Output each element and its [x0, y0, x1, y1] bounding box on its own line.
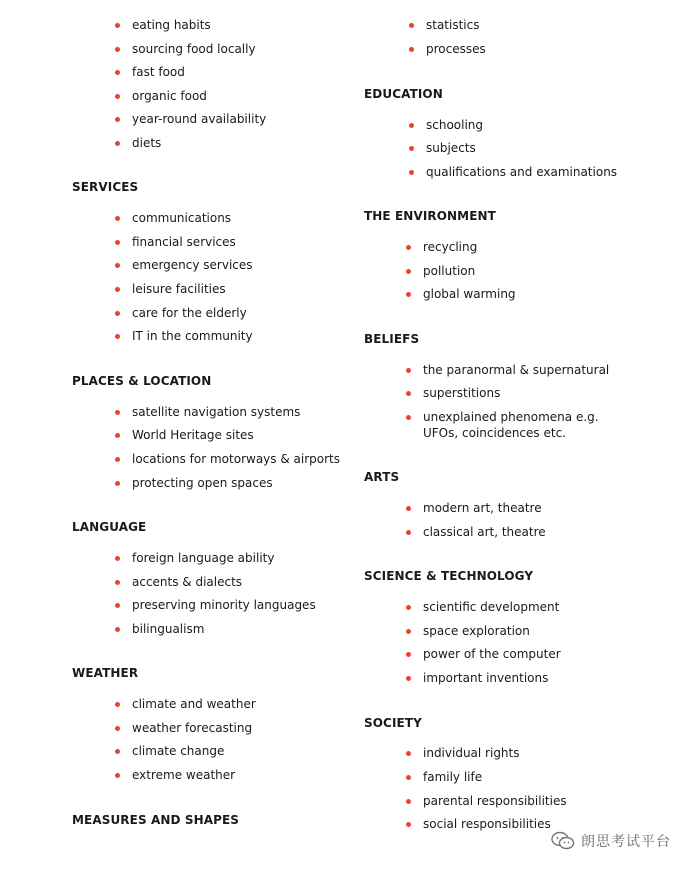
list-item: year-round availability: [132, 111, 266, 127]
section-heading-services: SERVICES: [72, 180, 139, 194]
list-item: recycling: [423, 239, 477, 255]
bullet-icon: [115, 627, 120, 632]
bullet-icon: [115, 603, 120, 608]
list-item: classical art, theatre: [423, 524, 546, 540]
bullet-icon: [406, 292, 411, 297]
bullet-icon: [406, 676, 411, 681]
list-item: schooling: [426, 117, 483, 133]
bullet-icon: [406, 368, 411, 373]
list-item: leisure facilities: [132, 281, 226, 297]
list-item: statistics: [426, 17, 480, 33]
list-item: family life: [423, 769, 482, 785]
section-heading-education: EDUCATION: [364, 87, 443, 101]
list-item: subjects: [426, 140, 476, 156]
list-item: social responsibilities: [423, 816, 551, 832]
list-item: superstitions: [423, 385, 500, 401]
list-item: extreme weather: [132, 767, 235, 783]
bullet-icon: [406, 506, 411, 511]
list-item: satellite navigation systems: [132, 404, 300, 420]
bullet-icon: [409, 146, 414, 151]
list-item: the paranormal & supernatural: [423, 362, 609, 378]
bullet-icon: [409, 123, 414, 128]
list-item: protecting open spaces: [132, 475, 273, 491]
list-item: parental responsibilities: [423, 793, 567, 809]
bullet-icon: [406, 652, 411, 657]
list-item: foreign language ability: [132, 550, 274, 566]
list-item: financial services: [132, 234, 236, 250]
bullet-icon: [406, 245, 411, 250]
list-item: weather forecasting: [132, 720, 252, 736]
bullet-icon: [115, 70, 120, 75]
list-item: individual rights: [423, 745, 520, 761]
list-item: locations for motorways & airports: [132, 451, 340, 467]
wechat-icon: [551, 831, 575, 851]
bullet-icon: [115, 556, 120, 561]
section-heading-arts: ARTS: [364, 470, 400, 484]
bullet-icon: [409, 47, 414, 52]
list-item: climate and weather: [132, 696, 256, 712]
bullet-icon: [115, 580, 120, 585]
bullet-icon: [115, 311, 120, 316]
bullet-icon: [115, 287, 120, 292]
list-item: important inventions: [423, 670, 548, 686]
bullet-icon: [115, 726, 120, 731]
list-item: preserving minority languages: [132, 597, 316, 613]
bullet-icon: [115, 117, 120, 122]
section-heading-society: SOCIETY: [364, 716, 422, 730]
bullet-icon: [115, 240, 120, 245]
bullet-icon: [115, 141, 120, 146]
bullet-icon: [409, 170, 414, 175]
list-item: communications: [132, 210, 231, 226]
bullet-icon: [115, 749, 120, 754]
bullet-icon: [115, 334, 120, 339]
bullet-icon: [115, 216, 120, 221]
bullet-icon: [115, 457, 120, 462]
bullet-icon: [115, 23, 120, 28]
bullet-icon: [406, 391, 411, 396]
bullet-icon: [406, 269, 411, 274]
bullet-icon: [406, 415, 411, 420]
bullet-icon: [115, 433, 120, 438]
bullet-icon: [406, 530, 411, 535]
list-item: eating habits: [132, 17, 211, 33]
bullet-icon: [409, 23, 414, 28]
list-item: scientific development: [423, 599, 559, 615]
list-item: modern art, theatre: [423, 500, 542, 516]
bullet-icon: [115, 94, 120, 99]
list-item: bilingualism: [132, 621, 204, 637]
list-item: power of the computer: [423, 646, 561, 662]
list-item: care for the elderly: [132, 305, 247, 321]
list-item: fast food: [132, 64, 185, 80]
bullet-icon: [406, 605, 411, 610]
watermark-text: 朗思考试平台: [581, 834, 671, 850]
watermark: [551, 831, 671, 851]
list-item: qualifications and examinations: [426, 164, 617, 180]
list-item: organic food: [132, 88, 207, 104]
section-heading-weather: WEATHER: [72, 666, 139, 680]
list-item: pollution: [423, 263, 475, 279]
bullet-icon: [406, 775, 411, 780]
bullet-icon: [406, 822, 411, 827]
section-heading-environment: THE ENVIRONMENT: [364, 209, 496, 223]
bullet-icon: [115, 481, 120, 486]
list-item: processes: [426, 41, 486, 57]
bullet-icon: [406, 799, 411, 804]
list-item: space exploration: [423, 623, 530, 639]
list-item: unexplained phenomena e.g. UFOs, coincidences etc.: [423, 409, 603, 441]
list-item: global warming: [423, 286, 516, 302]
list-item: World Heritage sites: [132, 427, 254, 443]
bullet-icon: [406, 629, 411, 634]
section-heading-measures: MEASURES AND SHAPES: [72, 813, 240, 827]
bullet-icon: [115, 702, 120, 707]
list-item: IT in the community: [132, 328, 253, 344]
bullet-icon: [115, 773, 120, 778]
section-heading-beliefs: BELIEFS: [364, 332, 420, 346]
section-heading-language: LANGUAGE: [72, 520, 147, 534]
section-heading-science: SCIENCE & TECHNOLOGY: [364, 569, 534, 583]
bullet-icon: [115, 410, 120, 415]
list-item: emergency services: [132, 257, 253, 273]
list-item: accents & dialects: [132, 574, 242, 590]
list-item: diets: [132, 135, 161, 151]
list-item: climate change: [132, 743, 224, 759]
bullet-icon: [115, 47, 120, 52]
bullet-icon: [406, 751, 411, 756]
bullet-icon: [115, 263, 120, 268]
list-item: sourcing food locally: [132, 41, 256, 57]
section-heading-places: PLACES & LOCATION: [72, 374, 212, 388]
